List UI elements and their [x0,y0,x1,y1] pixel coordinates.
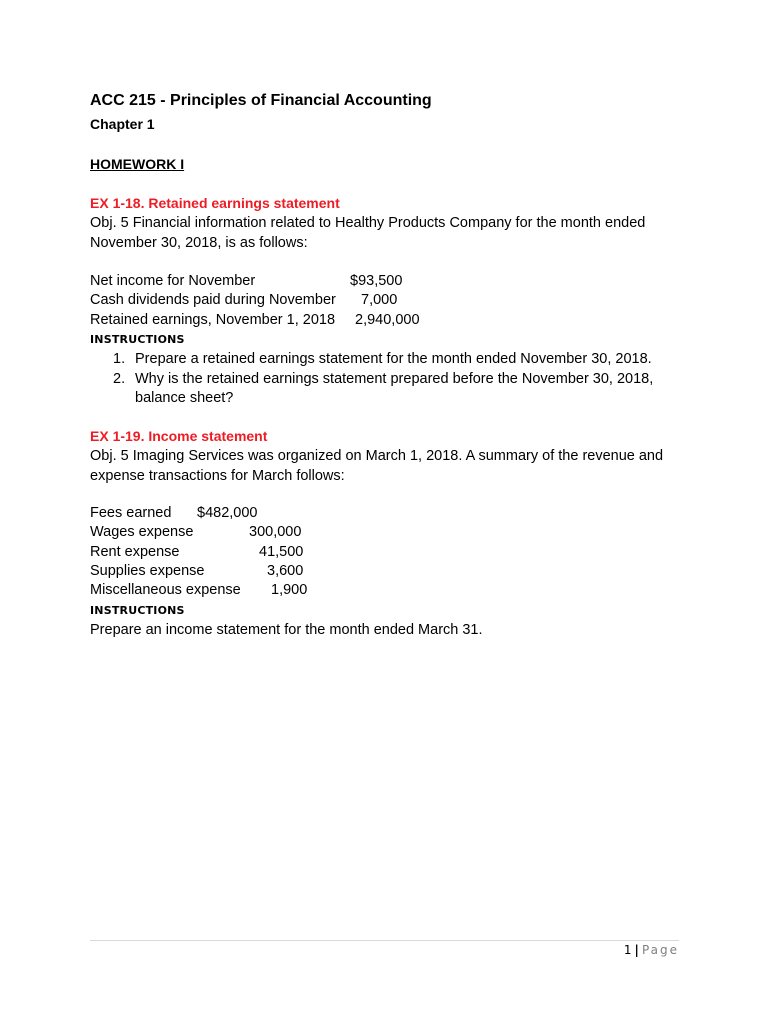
footer-divider [90,940,679,941]
financial-item-value: 300,000 [249,524,302,540]
course-title: ACC 215 - Principles of Financial Accounting [90,92,432,109]
financial-item-label: Fees earned [90,505,172,521]
list-item-number: 2. [113,370,126,387]
financial-item-value: 7,000 [361,292,398,308]
financial-item-value: 1,900 [271,582,308,598]
financial-item [90,581,308,600]
instructions-list [90,350,690,409]
financial-item-label: Rent expense [90,544,180,560]
financial-item [90,311,420,330]
instructions-label: INSTRUCTIONS [90,333,185,346]
list-item [90,350,690,370]
homework-heading: HOMEWORK I [90,156,185,172]
financial-item-value: 3,600 [267,563,304,579]
financial-item [90,291,398,310]
financial-item-value: $482,000 [197,505,258,521]
exercise-description-1-18: Obj. 5 Financial information related to Healthy Products Company for the month ended November 30, 2018, is as follows: [90,215,646,251]
page-footer [624,943,679,957]
financial-item-label: Supplies expense [90,563,205,579]
instructions-label: INSTRUCTIONS [90,604,185,617]
financial-item-value: $93,500 [350,273,403,289]
list-item-text: Prepare a retained earnings statement for the month ended November 30, 2018. [135,351,652,367]
chapter-heading: Chapter 1 [90,116,155,132]
financial-item-label: Cash dividends paid during November [90,292,336,308]
exercise-heading-1-19: EX 1-19. Income statement [90,428,268,444]
exercise-heading-1-18: EX 1-18. Retained earnings statement [90,195,340,211]
footer-separator: | [634,943,639,957]
page-number: 1 [623,943,632,957]
financial-item-value: 2,940,000 [355,312,420,328]
financial-item-label: Miscellaneous expense [90,582,241,598]
financial-item [90,562,304,581]
list-item [90,370,690,409]
financial-item [90,272,403,291]
financial-item [90,523,302,542]
financial-item-label: Wages expense [90,524,194,540]
financial-item [90,543,304,562]
financial-item-label: Net income for November [90,273,256,289]
financial-item-value: 41,500 [259,544,304,560]
financial-item-label: Retained earnings, November 1, 2018 [90,312,336,328]
instructions-text: Prepare an income statement for the month ended March 31. [90,622,483,638]
page-label: Page [641,943,679,957]
list-item-text: Why is the retained earnings statement prepared before the November 30, 2018, balance sheet? [135,370,654,406]
financial-item [90,504,258,523]
exercise-description-1-19: Obj. 5 Imaging Services was organized on March 1, 2018. A summary of the revenue and expense transactions for March follows: [90,448,664,484]
list-item-number: 1. [113,351,126,367]
